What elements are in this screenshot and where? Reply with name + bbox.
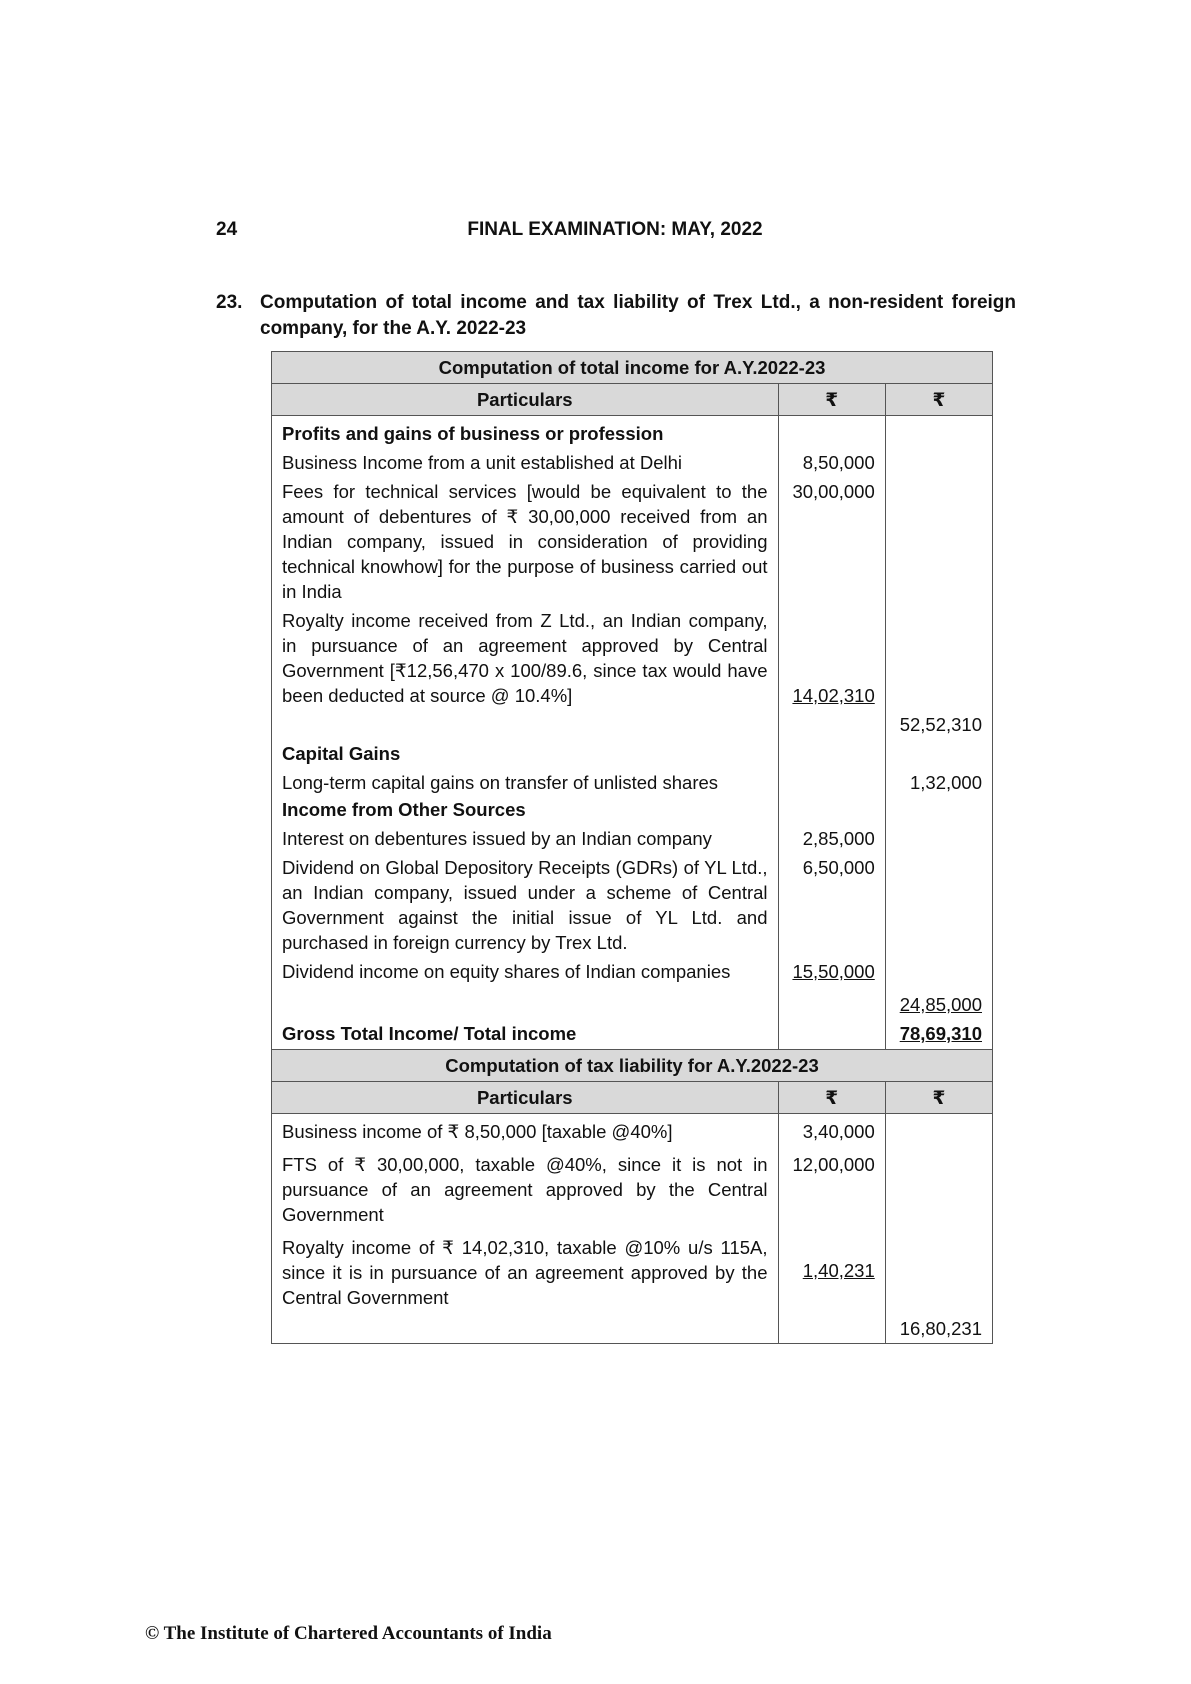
row-desc: Fees for technical services [would be equivalent to the amount of debentures of ₹ 30,00,000 received from an Indian company, issued in consideration of providing technical knowhow] for the purpose of business carried out in India xyxy=(272,475,779,604)
cg-heading: Capital Gains xyxy=(272,737,779,766)
col-amount-2: ₹ xyxy=(885,1082,992,1114)
total-row xyxy=(272,1310,993,1344)
income-table-header-row xyxy=(272,384,993,416)
subtotal-row xyxy=(272,708,993,737)
table-row xyxy=(272,446,993,475)
table-row xyxy=(272,766,993,795)
row-amount-1: 30,00,000 xyxy=(778,475,885,604)
table-row xyxy=(272,1144,993,1227)
section-heading-row xyxy=(272,795,993,822)
col-particulars: Particulars xyxy=(272,384,779,416)
pgbp-heading: Profits and gains of business or profession xyxy=(272,416,779,447)
table-row xyxy=(272,822,993,851)
col-amount-1: ₹ xyxy=(778,384,885,416)
question-number: 23. xyxy=(216,292,243,313)
row-desc: Royalty income received from Z Ltd., an Indian company, in pursuance of an agreement approved by Central Government [₹12,56,470 x 100/89.6, since tax would have been deducted at source @ 10.4%] xyxy=(272,604,779,708)
computation-table xyxy=(271,351,993,1344)
pgbp-total: 52,52,310 xyxy=(885,708,992,737)
tax-total: 16,80,231 xyxy=(885,1310,992,1344)
page-title: FINAL EXAMINATION: MAY, 2022 xyxy=(467,219,763,240)
tax-table-header-row xyxy=(272,1082,993,1114)
table-row xyxy=(272,475,993,604)
tax-table-title-row xyxy=(272,1050,993,1082)
row-amount-1: 6,50,000 xyxy=(778,851,885,955)
table-row xyxy=(272,851,993,955)
row-amount-1: 2,85,000 xyxy=(778,822,885,851)
col-amount-2: ₹ xyxy=(885,384,992,416)
col-particulars: Particulars xyxy=(272,1082,779,1114)
col-amount-1: ₹ xyxy=(778,1082,885,1114)
page-header xyxy=(0,219,1191,245)
row-amount-1: 15,50,000 xyxy=(792,961,875,982)
question-heading xyxy=(216,290,1016,342)
row-amount-1: 14,02,310 xyxy=(792,685,875,706)
subtotal-row xyxy=(272,984,993,1017)
table-row xyxy=(272,1114,993,1145)
gti-row xyxy=(272,1017,993,1050)
table-row xyxy=(272,1227,993,1310)
section-heading-row xyxy=(272,737,993,766)
ios-total: 24,85,000 xyxy=(899,994,982,1015)
row-desc: Business income of ₹ 8,50,000 [taxable @40%] xyxy=(272,1114,779,1145)
row-amount-1: 12,00,000 xyxy=(778,1144,885,1227)
row-desc: FTS of ₹ 30,00,000, taxable @40%, since it is not in pursuance of an agreement approved by the Central Government xyxy=(272,1144,779,1227)
row-amount-2: 1,32,000 xyxy=(885,766,992,795)
section-heading-row xyxy=(272,416,993,447)
row-amount-1: 8,50,000 xyxy=(778,446,885,475)
income-table-title-row xyxy=(272,352,993,384)
row-amount-1: 3,40,000 xyxy=(778,1114,885,1145)
footer-copyright: © The Institute of Chartered Accountants of India xyxy=(145,1623,552,1644)
row-amount-1: 1,40,231 xyxy=(802,1260,875,1281)
income-table-title: Computation of total income for A.Y.2022-23 xyxy=(272,352,993,384)
ios-heading: Income from Other Sources xyxy=(272,795,779,822)
tax-table-title: Computation of tax liability for A.Y.2022-23 xyxy=(272,1050,993,1082)
row-desc: Interest on debentures issued by an Indian company xyxy=(272,822,779,851)
page-number: 24 xyxy=(216,219,238,240)
question-text: Computation of total income and tax liability of Trex Ltd., a non-resident foreign company, for the A.Y. 2022-23 xyxy=(260,292,1016,339)
row-desc: Long-term capital gains on transfer of unlisted shares xyxy=(272,766,779,795)
row-desc: Business Income from a unit established at Delhi xyxy=(272,446,779,475)
gti-label: Gross Total Income/ Total income xyxy=(272,1017,779,1050)
table-row xyxy=(272,604,993,708)
row-desc: Dividend on Global Depository Receipts (GDRs) of YL Ltd., an Indian company, issued under a scheme of Central Government against the initial issue of YL Ltd. and purchased in foreign currency by Trex Ltd. xyxy=(272,851,779,955)
gti-value: 78,69,310 xyxy=(899,1023,982,1044)
row-desc: Dividend income on equity shares of Indian companies xyxy=(272,955,779,984)
row-desc: Royalty income of ₹ 14,02,310, taxable @10% u/s 115A, since it is in pursuance of an agreement approved by the Central Government xyxy=(272,1227,779,1310)
table-row xyxy=(272,955,993,984)
